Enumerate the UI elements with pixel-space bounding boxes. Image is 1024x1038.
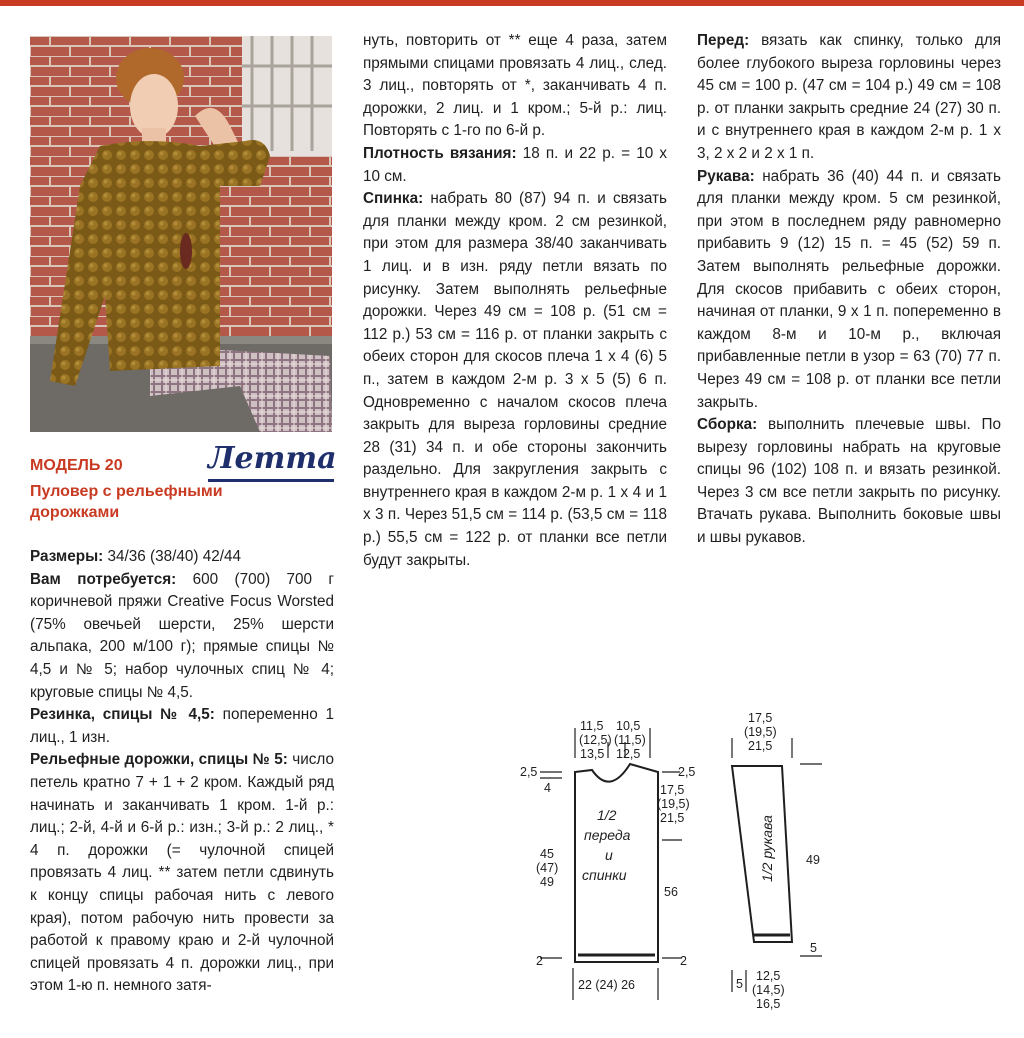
sleeve-bottom-3: 16,5 xyxy=(756,997,781,1011)
body-label-3: и xyxy=(605,847,613,863)
body-label-2: переда xyxy=(584,827,631,843)
assembly-label: Сборка: xyxy=(697,416,758,434)
body-outline xyxy=(575,764,658,962)
assembly-text: выполнить плечевые швы. По вырезу горловины набрать на круговые спицы 96 (102) 108 п. и вязать резинкой. Через 3 см все петли закрыть по рисунку. Втачать рукава. Выполнить боковые швы и швы рукавов. xyxy=(697,416,1001,547)
materials-label: Вам потребуется: xyxy=(30,570,177,588)
body-top-left-3: 13,5 xyxy=(580,747,605,761)
body-neck-left: 4 xyxy=(544,781,551,795)
sizes-paragraph xyxy=(30,546,334,569)
sizes-text: 34/36 (38/40) 42/44 xyxy=(103,548,242,565)
back-text: набрать 80 (87) 94 п. и связать для планки между кром. 2 см резинкой, при этом для размера 38/40 заканчивать 1 лиц. и в изн. ряду петли вязать по рисунку. Затем выполнять рельефные дорожки. Через 49 см = 108 р. (51 см = 112 р.) 53 см = 116 р. от планки закрыть с обеих сторон для скосов плеча 1 х 4 (6) 5 п., затем в каждом 2-м р. 3 х 5 (5) 6 п. Одновременно с началом скосов плеча закрыть для выреза горловины средние 28 (31) 34 п. и обе стороны закончить раздельно. Для закругления закрыть с внутреннего края в каждом 2-м р. 1 х 4 и 1 х 3 п. Через 51,5 см = 114 р. (53,5 см = 118 р.) 55,5 см = 122 р. от планки все петли будут закрыты. xyxy=(363,190,667,569)
sleeve-height: 49 xyxy=(806,853,820,867)
sleeves-paragraph xyxy=(697,166,1001,415)
back-label: Спинка: xyxy=(363,190,424,208)
body-height-right: 56 xyxy=(664,885,678,899)
body-top-right-3: 12,5 xyxy=(616,747,641,761)
pattern-schematic xyxy=(500,700,840,1020)
sleeve-bottom-2: (14,5) xyxy=(752,983,785,997)
assembly-paragraph xyxy=(697,414,1001,550)
front-text: вязать как спинку, только для более глубокого выреза горловины через 45 см = 100 р. (47 см = 104 р.) 49 см = 108 р. от планки закрыть средние 24 (27) 30 п. и с внутреннего края в каждом 2-м р. 1 х 3, 2 х 2 и 2 х 1 п. xyxy=(697,32,1001,162)
body-rib-left: 2 xyxy=(536,954,543,968)
body-height-left-2: (47) xyxy=(536,861,559,875)
body-neck-right-2: (19,5) xyxy=(657,797,690,811)
sleeve-bottom-1: 12,5 xyxy=(756,969,781,983)
body-top-right-1: 10,5 xyxy=(616,719,641,733)
relief-continuation: нуть, повторить от ** еще 4 раза, затем прямыми спицами провязать 4 лиц., след. 3 лиц., повторять от *, заканчивать 4 п. дорожки, 2 лиц. и 1 кром.; 5-й р.: лиц. Повторять с 1-го по 6-й р. xyxy=(363,32,667,140)
body-top-left-1: 11,5 xyxy=(580,719,604,733)
sleeve-top-2: (19,5) xyxy=(744,725,777,739)
top-accent-bar xyxy=(0,0,1024,6)
body-bottom-width: 22 (24) 26 xyxy=(578,978,635,992)
front-label: Перед: xyxy=(697,32,750,49)
rib-paragraph xyxy=(30,704,334,749)
body-neck-right-1: 17,5 xyxy=(660,783,685,797)
materials-text: 600 (700) 700 г коричневой пряжи Creative Focus Worsted (75% овечьей шерсти, 25% шерсти альпака, 200 м/100 г); прямые спицы № 4,5 и № 5; набор чулочных спиц № 4; круговые спицы № 4,5. xyxy=(30,570,334,701)
sleeve-cuff-left: 5 xyxy=(736,977,743,991)
rib-text: попеременно 1 лиц., 1 изн. xyxy=(30,706,334,746)
sleeves-label: Рукава: xyxy=(697,167,755,185)
sleeve-label: 1/2 рукава xyxy=(759,815,775,882)
rib-label: Резинка, спицы № 4,5: xyxy=(30,706,215,724)
relief-label: Рельефные дорожки, спицы № 5: xyxy=(30,751,288,769)
text-column-1 xyxy=(30,546,334,998)
back-paragraph xyxy=(363,188,667,572)
relief-text: число петель кратно 7 + 1 + 2 кром. Каждый ряд начинать и заканчивать 1 кром. 1-й р.: лиц.; 2-й, 4-й и 6-й р.: изн.; 3-й р.: 2 лиц., * 4 п. дорожки (= чулочной спицей провязать 4 лиц. ** затем петли сдвинуть к концу спицы рабочая нить с левого края), потом рабочую нить провести за работой к правому краю и 2-й чулочной спицей провязать 4 п. дорожки лиц., при этом 1-ю п. немного затя- xyxy=(30,751,334,995)
relief-paragraph xyxy=(30,749,334,998)
body-rib-right: 2 xyxy=(680,954,687,968)
density-label: Плотность вязания: xyxy=(363,144,517,162)
body-top-left-2: (12,5) xyxy=(579,733,612,747)
brand-logo: Летта xyxy=(208,441,334,482)
model-subtitle: Пуловер с рельефными дорожками xyxy=(30,483,223,521)
body-top-right-2: (11,5) xyxy=(614,733,646,747)
model-photo xyxy=(30,36,332,432)
body-shoulder-left: 2,5 xyxy=(520,765,538,779)
body-height-left-3: 49 xyxy=(540,875,554,889)
sleeve-top-1: 17,5 xyxy=(748,711,773,725)
front-paragraph xyxy=(697,30,1001,166)
body-neck-right-3: 21,5 xyxy=(660,811,685,825)
model-number-title: МОДЕЛЬ 20 xyxy=(30,457,123,474)
body-height-left-1: 45 xyxy=(540,847,554,861)
sleeve-top-3: 21,5 xyxy=(748,739,773,753)
body-shoulder-right: 2,5 xyxy=(678,765,696,779)
text-column-2 xyxy=(363,30,667,572)
sleeves-text: набрать 36 (40) 44 п. и связать для планки между кром. 5 см резинкой, при этом в последнем ряду равномерно прибавить 9 (12) 15 п. = 45 (52) 59 п. Затем выполнять рельефные дорожки. Для скосов прибавить с обеих сторон, начиная от планки, 9 х 1 п. попеременно в каждом 8-м и 10-м р., включая прибавленные петли в узор = 63 (70) 77 п. Через 49 см = 108 р. от планки все петли закрыть. xyxy=(697,167,1001,411)
materials-paragraph xyxy=(30,569,334,705)
text-column-3 xyxy=(697,30,1001,550)
density-paragraph xyxy=(363,143,667,188)
body-label-4: спинки xyxy=(582,867,627,883)
body-label-1: 1/2 xyxy=(597,807,617,823)
sizes-label: Размеры: xyxy=(30,548,104,565)
density-text: 18 п. и 22 р. = 10 х 10 см. xyxy=(363,144,667,185)
sleeve-cuff: 5 xyxy=(810,941,817,955)
